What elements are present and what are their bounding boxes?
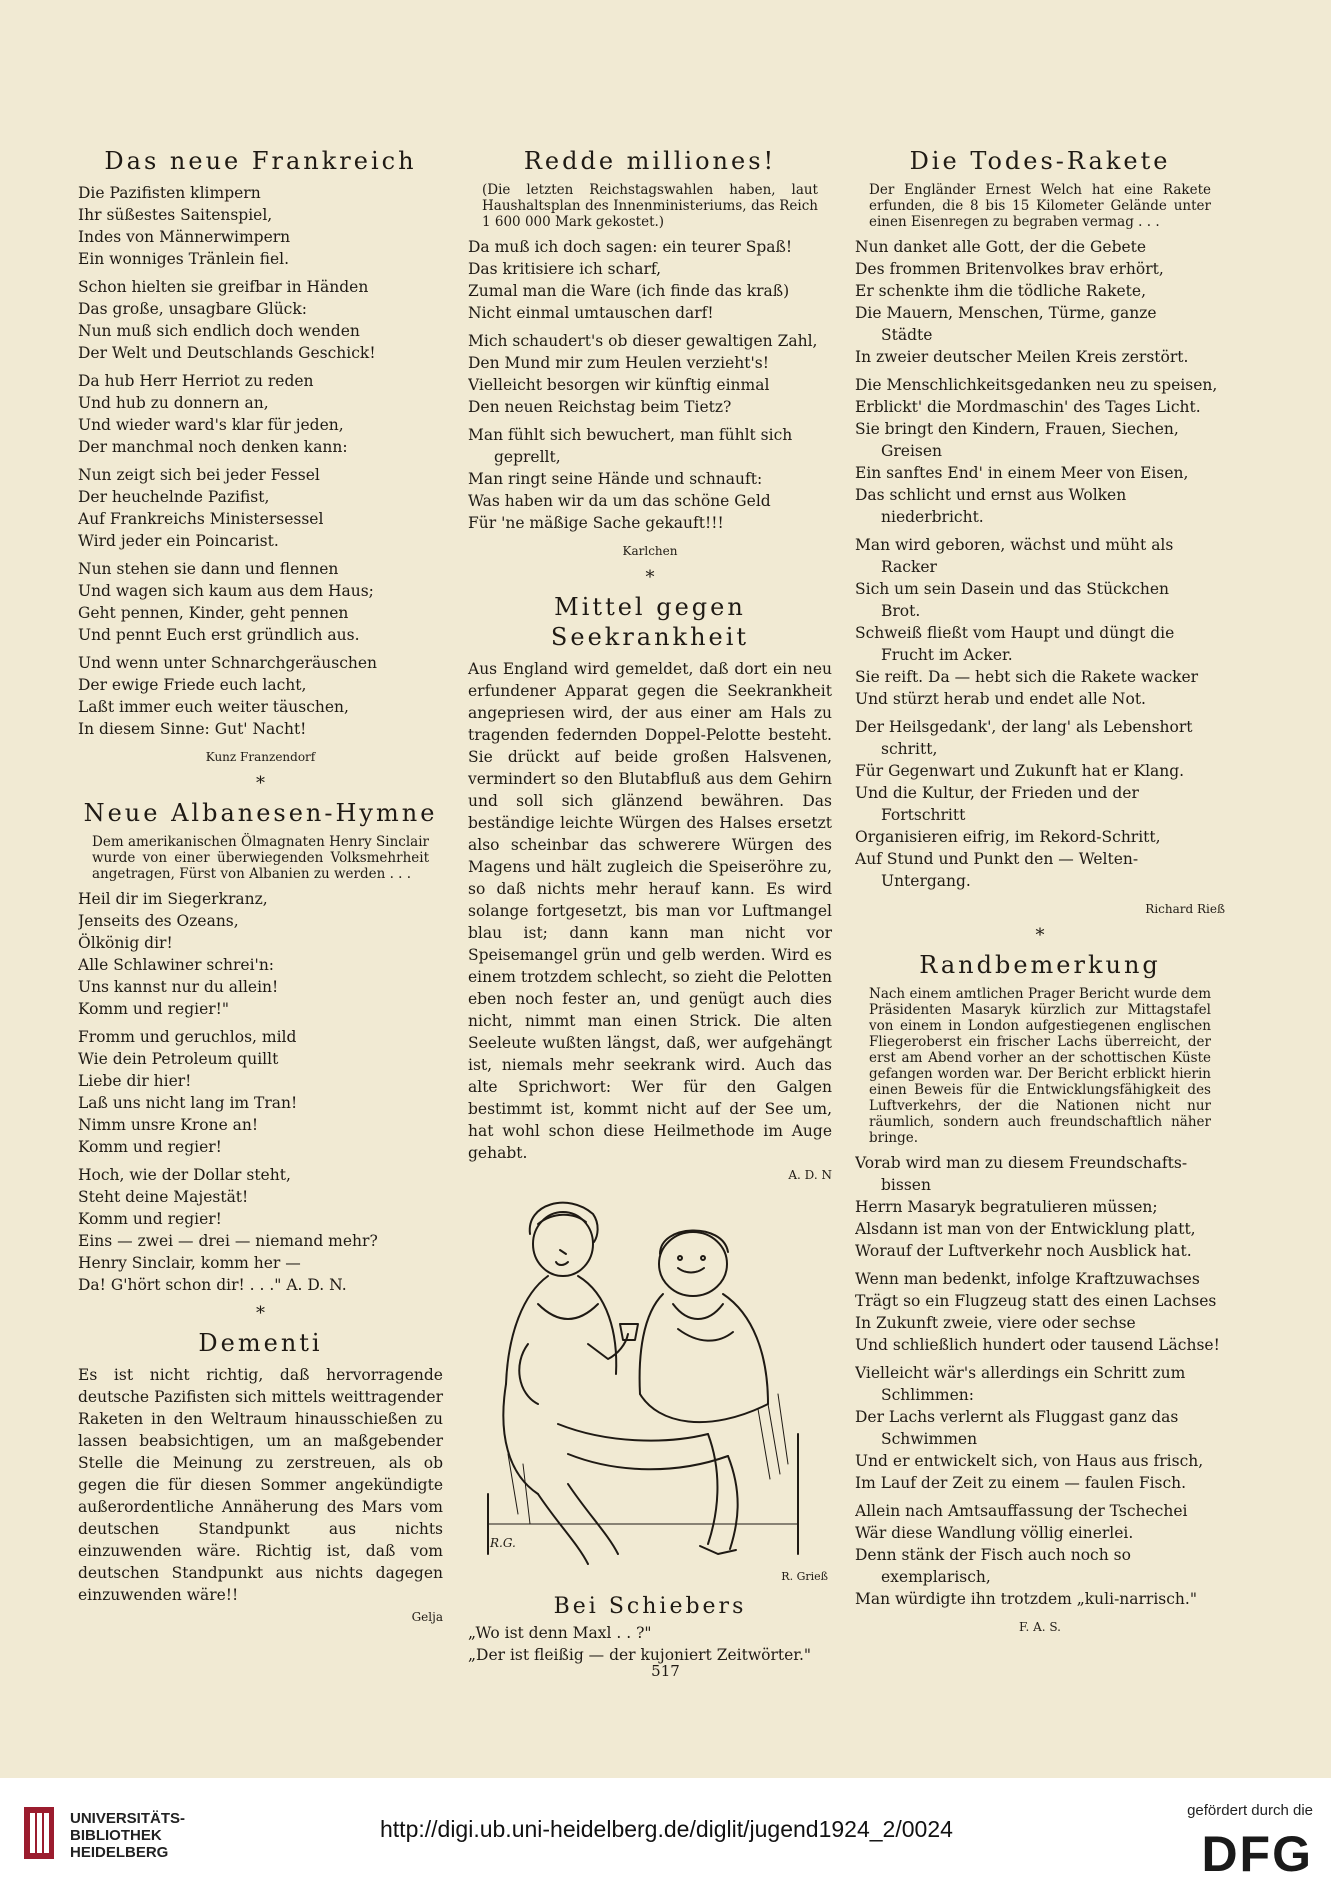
dfg-logo: DFG bbox=[1201, 1826, 1313, 1882]
section-text: Es ist nicht richtig, daß hervorragende deutsche Pazifisten sich mittels weittragender Raketen in den Weltraum hinausschießen zu lassen beabsichtigen, um an maßgebender Stelle die Meinung zu zerstreuen, als ob gegen die für diesen Sommer angekündigte außerordentliche Annäherung des Mars vom deutschen Standpunkt aus nichts einzuwenden wäre. Richtig ist, daß vom deutschen Standpunkt aus nichts dagegen einzuwenden wäre!! bbox=[78, 1366, 443, 1604]
verse-line: Und er entwickelt sich, von Haus aus frisch, bbox=[855, 1452, 1204, 1470]
verse-line: Nun danket alle Gott, der die Gebete bbox=[855, 238, 1147, 256]
stanza bbox=[855, 236, 1225, 368]
document-url-link[interactable]: http://digi.ub.uni-heidelberg.de/diglit/jugend1924_2/0024 bbox=[380, 1816, 953, 1842]
verse-line: Denn stänk der Fisch auch noch so bbox=[855, 1546, 1131, 1564]
verse-line: Sie reift. Da — hebt sich die Rakete wacker bbox=[855, 668, 1199, 686]
author-signature: Karlchen bbox=[622, 544, 678, 558]
verse-line: Für 'ne mäßige Sache gekauft!!! bbox=[468, 514, 724, 532]
verse-line: Indes von Männerwimpern bbox=[78, 228, 291, 246]
verse-line: Sie bringt den Kindern, Frauen, Siechen, bbox=[855, 420, 1179, 438]
verse-line: Schlimmen: bbox=[881, 1386, 974, 1404]
verse-line: geprellt, bbox=[494, 448, 561, 466]
verse-line: Henry Sinclair, komm her — bbox=[78, 1254, 301, 1272]
verse-line: Das kritisiere ich scharf, bbox=[468, 260, 662, 278]
verse-line: Die Menschlichkeitsgedanken neu zu speisen, bbox=[855, 376, 1218, 394]
verse-line: Und stürzt herab und endet alle Not. bbox=[855, 690, 1146, 708]
verse-line: Vielleicht besorgen wir künftig einmal bbox=[468, 376, 770, 394]
column-right bbox=[855, 146, 1225, 1642]
verse-line: schritt, bbox=[881, 740, 938, 758]
cartoon-drawing bbox=[468, 1194, 832, 1594]
stanza bbox=[78, 182, 443, 270]
stanza bbox=[78, 464, 443, 552]
verse-line: Der heuchelnde Pazifist, bbox=[78, 488, 270, 506]
author-signature: Gelja bbox=[411, 1610, 443, 1624]
verse-line: Nun zeigt sich bei jeder Fessel bbox=[78, 466, 320, 484]
section-intro: Der Engländer Ernest Welch hat eine Rakete erfunden, die 8 bis 15 Kilometer Gelände unter einen Eisenregen zu begraben vermag . . . bbox=[869, 182, 1211, 230]
stanza bbox=[468, 236, 832, 324]
verse-line: Wenn man bedenkt, infolge Kraftzuwachses bbox=[855, 1270, 1200, 1288]
page-number: 517 bbox=[651, 1662, 680, 1680]
verse-line: Nun muß sich endlich doch wenden bbox=[78, 322, 360, 340]
verse-line: Im Lauf der Zeit zu einem — faulen Fisch. bbox=[855, 1474, 1187, 1492]
section-title: Das neue Frankreich bbox=[104, 147, 417, 175]
verse-line: Der ewige Friede euch lacht, bbox=[78, 676, 307, 694]
verse-line: Nun stehen sie dann und flennen bbox=[78, 560, 339, 578]
cartoon-caption-line: „Der ist fleißig — der kujoniert Zeitwörter." bbox=[468, 1646, 812, 1664]
verse-line: Vorab wird man zu diesem Freundschafts- bbox=[855, 1154, 1188, 1172]
verse-line: Jenseits des Ozeans, bbox=[78, 912, 239, 930]
verse-line: Und pennt Euch erst gründlich aus. bbox=[78, 626, 360, 644]
section-title: Dementi bbox=[198, 1329, 323, 1357]
verse-line: Des frommen Britenvolkes brav erhört, bbox=[855, 260, 1164, 278]
verse-line: Und wieder ward's klar für jeden, bbox=[78, 416, 344, 434]
verse-line: Ein wonniges Tränlein fiel. bbox=[78, 250, 290, 268]
verse-line: Komm und regier! bbox=[78, 1138, 222, 1156]
stanza bbox=[78, 652, 443, 740]
section-title: Neue Albanesen-Hymne bbox=[83, 799, 438, 827]
verse-line: Auf Stund und Punkt den — Welten- bbox=[855, 850, 1139, 868]
verse-line: Greisen bbox=[881, 442, 943, 460]
verse-line: Und schließlich hundert oder tausend Lächse! bbox=[855, 1336, 1220, 1354]
verse-line: Für Gegenwart und Zukunft hat er Klang. bbox=[855, 762, 1185, 780]
verse-line: Ihr süßestes Saitenspiel, bbox=[78, 206, 273, 224]
verse-line: Worauf der Luftverkehr noch Ausblick hat. bbox=[855, 1242, 1192, 1260]
verse-line: Man würdigte ihn trotzdem „kuli-narrisch." bbox=[855, 1590, 1197, 1608]
verse-line: Die Pazifisten klimpern bbox=[78, 184, 261, 202]
verse-line: Nimm unsre Krone an! bbox=[78, 1116, 259, 1134]
library-name-line3: HEIDELBERG bbox=[70, 1844, 169, 1861]
column-middle bbox=[468, 146, 832, 1666]
author-signature: Richard Rieß bbox=[1145, 902, 1225, 916]
verse-line: Fromm und geruchlos, mild bbox=[78, 1028, 297, 1046]
artist-credit: R. Grieß bbox=[781, 1570, 828, 1583]
verse-line: Hoch, wie der Dollar steht, bbox=[78, 1166, 291, 1184]
verse-line: Komm und regier! bbox=[78, 1210, 222, 1228]
verse-line: Was haben wir da um das schöne Geld bbox=[468, 492, 771, 510]
verse-line: Da hub Herr Herriot zu reden bbox=[78, 372, 314, 390]
verse-line: Wird jeder ein Poincarist. bbox=[78, 532, 279, 550]
cartoon-caption-title: Bei Schiebers bbox=[553, 1594, 747, 1619]
section-title: Die Todes-Rakete bbox=[909, 147, 1171, 175]
stanza bbox=[78, 1164, 443, 1296]
section-intro: Dem amerikanischen Ölmagnaten Henry Sinclair wurde von einer überwiegenden Volksmehrheit angetragen, Fürst von Albanien zu werden . . . bbox=[92, 834, 429, 882]
stanza bbox=[855, 1362, 1225, 1494]
verse-line: Da muß ich doch sagen: ein teurer Spaß! bbox=[468, 238, 793, 256]
verse-line: Liebe dir hier! bbox=[78, 1072, 192, 1090]
verse-line: Ölkönig dir! bbox=[78, 934, 173, 952]
verse-line: Trägt so ein Flugzeug statt des einen Lachses bbox=[855, 1292, 1217, 1310]
section-divider-star: * bbox=[645, 567, 655, 588]
verse-line: bissen bbox=[881, 1176, 931, 1194]
footer-bar bbox=[0, 1778, 1331, 1893]
verse-line: Geht pennen, Kinder, geht pennen bbox=[78, 604, 349, 622]
author-signature: Kunz Franzendorf bbox=[205, 750, 316, 764]
verse-line: Heil dir im Siegerkranz, bbox=[78, 890, 268, 908]
stanza bbox=[855, 374, 1225, 528]
verse-line: Der manchmal noch denken kann: bbox=[78, 438, 348, 456]
verse-line: Organisieren eifrig, im Rekord-Schritt, bbox=[855, 828, 1161, 846]
library-name-line2: BIBLIOTHEK bbox=[70, 1827, 162, 1844]
verse-line: Mich schaudert's ob dieser gewaltigen Zahl, bbox=[468, 332, 818, 350]
verse-line: Uns kannst nur du allein! bbox=[78, 978, 279, 996]
verse-line: In Zukunft zweie, viere oder sechse bbox=[855, 1314, 1136, 1332]
funding-note: gefördert durch die bbox=[1187, 1802, 1313, 1819]
verse-line: Man fühlt sich bewuchert, man fühlt sich bbox=[468, 426, 793, 444]
author-signature: F. A. S. bbox=[1019, 1620, 1061, 1634]
verse-line: exemplarisch, bbox=[881, 1568, 991, 1586]
section-divider-star: * bbox=[256, 1303, 265, 1324]
verse-line: Sich um sein Dasein und das Stückchen bbox=[855, 580, 1170, 598]
stanza bbox=[468, 424, 832, 534]
cartoon-caption-line: „Wo ist denn Maxl . . ?" bbox=[468, 1624, 652, 1642]
verse-line: Vielleicht wär's allerdings ein Schritt zum bbox=[855, 1364, 1186, 1382]
section-text: Aus England wird gemeldet, daß dort ein neu erfundener Apparat gegen die Seekrankheit angepriesen wird, der aus einer am Hals zu tragenden federnden Doppel-Pelotte besteht. Sie drückt auf beide großen Halsvenen, vermindert so den Blutabfluß aus dem Gehirn und soll sich glänzend bewähren. Das beständige leichte Würgen des Halses ersetzt also scheinbar das schwerere Würgen des Magens und hält zugleich die Speiseröhre zu, so daß nichts mehr herauf kann. Es wird solange fortgesetzt, bis man vor Luftmangel blau ist; dann kann man nicht vor Speisemangel grün und gelb werden. Wird es einem trotzdem schlecht, so zieht die Pelotten eben noch fester an, und genügt auch dies nicht, nimmt man einen Strick. Die alten Seeleute wußten längst, daß, wer aufgehängt ist, niemals mehr seekrank wird. Auch das alte Sprichwort: Wer für den Galgen bestimmt ist, kommt nicht auf der See um, hat wohl schon diese Heilmethode im Auge gehabt. bbox=[468, 660, 832, 1162]
column-left bbox=[78, 146, 443, 1632]
verse-line: Den neuen Reichstag beim Tietz? bbox=[468, 398, 732, 416]
library-logo-icon bbox=[22, 1805, 56, 1861]
section-intro: (Die letzten Reichstagswahlen haben, laut Haushaltsplan des Innenministeriums, das Reich 1 600 000 Mark gekostet.) bbox=[482, 182, 818, 230]
verse-line: Der Welt und Deutschlands Geschick! bbox=[78, 344, 376, 362]
stanza bbox=[78, 888, 443, 1020]
verse-line: Das schlicht und ernst aus Wolken bbox=[855, 486, 1127, 504]
stanza bbox=[78, 558, 443, 646]
verse-line: Schwimmen bbox=[881, 1430, 978, 1448]
verse-line: Herrn Masaryk begratulieren müssen; bbox=[855, 1198, 1158, 1216]
verse-line: Schweiß fließt vom Haupt und düngt die bbox=[855, 624, 1175, 642]
section-title: Randbemerkung bbox=[919, 951, 1161, 979]
verse-line: Städte bbox=[881, 326, 933, 344]
section-title: Redde milliones! bbox=[523, 147, 777, 175]
verse-line: Die Mauern, Menschen, Türme, ganze bbox=[855, 304, 1157, 322]
verse-line: Er schenkte ihm die tödliche Rakete, bbox=[855, 282, 1147, 300]
verse-line: niederbricht. bbox=[881, 508, 984, 526]
verse-line: Ein sanftes End' in einem Meer von Eisen, bbox=[855, 464, 1189, 482]
stanza bbox=[855, 1500, 1225, 1610]
verse-line: Man ringt seine Hände und schnauft: bbox=[468, 470, 763, 488]
cartoon-illustration bbox=[468, 1194, 832, 1594]
verse-line: Erblickt' die Mordmaschin' des Tages Licht. bbox=[855, 398, 1201, 416]
section-divider-star: * bbox=[1035, 925, 1045, 946]
author-signature: A. D. N bbox=[788, 1168, 832, 1182]
verse-line: Racker bbox=[881, 558, 937, 576]
verse-line: Und die Kultur, der Frieden und der bbox=[855, 784, 1139, 802]
section-intro: Nach einem amtlichen Prager Bericht wurde dem Präsidenten Masaryk kürzlich zur Mittagstafel von einem in London aufgestiegenen englischen Fliegeroberst ein frischer Lachs überreicht, der erst am Abend vorher an der schottischen Küste gefangen worden war. Der Bericht erblickt hierin einen Beweis für die Entwicklungsfähigkeit des Luftverkehrs, der die Nationen nicht nur räumlich, sondern auch freundschaftlich näher bringe. bbox=[869, 986, 1211, 1146]
stanza bbox=[78, 370, 443, 458]
verse-line: Und wagen sich kaum aus dem Haus; bbox=[78, 582, 374, 600]
verse-line: Wie dein Petroleum quillt bbox=[78, 1050, 279, 1068]
verse-line: Fortschritt bbox=[881, 806, 966, 824]
verse-line: Und hub zu donnern an, bbox=[78, 394, 269, 412]
verse-line: Laßt immer euch weiter täuschen, bbox=[78, 698, 349, 716]
verse-line: Brot. bbox=[881, 602, 921, 620]
verse-line: Nicht einmal umtauschen darf! bbox=[468, 304, 714, 322]
library-name bbox=[70, 1810, 185, 1861]
verse-line: Man wird geboren, wächst und müht als bbox=[855, 536, 1174, 554]
verse-line: Eins — zwei — drei — niemand mehr? bbox=[78, 1232, 378, 1250]
verse-line: Der Lachs verlernt als Fluggast ganz das bbox=[855, 1408, 1179, 1426]
stanza bbox=[78, 276, 443, 364]
verse-line: Allein nach Amtsauffassung der Tschechei bbox=[855, 1502, 1188, 1520]
stanza bbox=[78, 1026, 443, 1158]
verse-line: Schon hielten sie greifbar in Händen bbox=[78, 278, 369, 296]
verse-line: In zweier deutscher Meilen Kreis zerstört. bbox=[855, 348, 1189, 366]
verse-line: Alsdann ist man von der Entwicklung platt, bbox=[855, 1220, 1196, 1238]
artist-monogram: R.G. bbox=[490, 1536, 516, 1550]
verse-line: Und wenn unter Schnarchgeräuschen bbox=[78, 654, 378, 672]
section-divider-star: * bbox=[256, 773, 265, 794]
verse-line: Frucht im Acker. bbox=[881, 646, 1013, 664]
verse-line: Das große, unsagbare Glück: bbox=[78, 300, 307, 318]
section-title: Mittel gegen Seekrankheit bbox=[550, 593, 750, 651]
stanza bbox=[468, 330, 832, 418]
verse-line: Wär diese Wandlung völlig einerlei. bbox=[855, 1524, 1134, 1542]
verse-line: Laß uns nicht lang im Tran! bbox=[78, 1094, 298, 1112]
verse-line: Den Mund mir zum Heulen verzieht's! bbox=[468, 354, 769, 372]
verse-line: Der Heilsgedank', der lang' als Lebenshort bbox=[855, 718, 1193, 736]
verse-line: In diesem Sinne: Gut' Nacht! bbox=[78, 720, 307, 738]
verse-line: Untergang. bbox=[881, 872, 971, 890]
stanza bbox=[855, 534, 1225, 710]
stanza bbox=[855, 1268, 1225, 1356]
stanza bbox=[855, 716, 1225, 892]
verse-line: Komm und regier!" bbox=[78, 1000, 230, 1018]
verse-line: Steht deine Majestät! bbox=[78, 1188, 249, 1206]
stanza bbox=[855, 1152, 1225, 1262]
verse-line: Zumal man die Ware (ich finde das kraß) bbox=[468, 282, 790, 300]
verse-line: Auf Frankreichs Ministersessel bbox=[78, 510, 324, 528]
verse-line: Alle Schlawiner schrei'n: bbox=[78, 956, 275, 974]
library-name-line1: UNIVERSITÄTS- bbox=[70, 1810, 186, 1827]
verse-line: Da! G'hört schon dir! . . ." A. D. N. bbox=[78, 1276, 347, 1294]
